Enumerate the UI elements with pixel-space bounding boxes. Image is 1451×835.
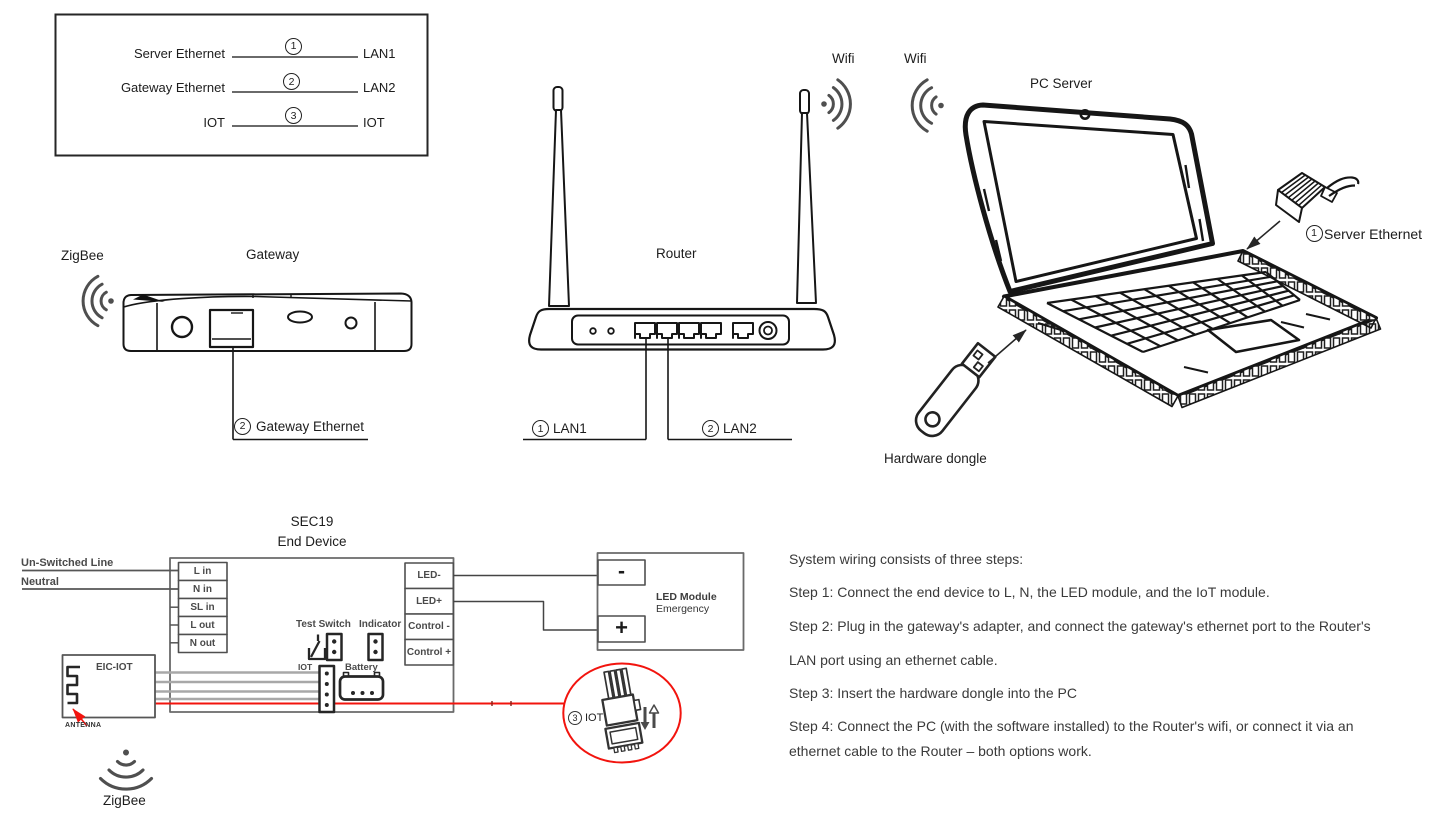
led-module-subtitle: Emergency: [656, 602, 710, 615]
unswitched-line-label: Un-Switched Line: [21, 557, 114, 569]
circled-number: 1: [1306, 225, 1323, 242]
instructions-line: LAN port using an ethernet cable.: [789, 652, 998, 668]
battery-label: Battery: [345, 662, 378, 673]
end-device-name: End Device: [277, 533, 347, 549]
end-device-model: SEC19: [290, 514, 334, 529]
neutral-label: Neutral: [21, 575, 59, 588]
lan1-label: LAN1: [553, 420, 587, 436]
wifi-icon: [912, 80, 944, 131]
iot-connector: [320, 666, 335, 712]
router-antenna-right: [797, 90, 816, 303]
wifi-label: Wifi: [832, 51, 855, 66]
led-module-plus: +: [615, 615, 628, 640]
instructions-line: System wiring consists of three steps:: [789, 551, 1024, 567]
battery-connector: [340, 673, 383, 700]
gateway-device: [124, 294, 412, 440]
instructions-line: Step 1: Connect the end device to L, N, the LED module, and the IoT module.: [789, 584, 1270, 600]
laptop: [965, 105, 1380, 408]
circled-number: 2: [283, 73, 300, 90]
legend-left-label: Server Ethernet: [133, 46, 225, 61]
legend-left-label: Gateway Ethernet: [120, 80, 225, 95]
terminal-led-minus: LED-: [417, 570, 441, 582]
iot-connector-label: IOT: [298, 662, 313, 672]
zigbee-icon: [101, 750, 152, 790]
led-module-title: LED Module: [656, 591, 717, 603]
test-switch-symbol: [309, 635, 325, 660]
ethernet-arrow: [1247, 221, 1280, 249]
terminal-l-in: L in: [193, 566, 212, 577]
terminal-control-minus: Control -: [408, 621, 450, 633]
circled-number: 2: [702, 420, 719, 437]
terminal-n-in: N in: [193, 584, 212, 595]
wifi-label: Wifi: [904, 51, 927, 66]
gateway-title: Gateway: [246, 247, 300, 262]
instructions-line: ethernet cable to the Router – both options work.: [789, 743, 1092, 759]
plug-direction-arrows: [641, 705, 659, 730]
dongle-arrow: [988, 330, 1026, 363]
instructions-line: Step 3: Insert the hardware dongle into the PC: [789, 685, 1077, 701]
terminal-l-out: L out: [190, 620, 215, 631]
zigbee-label: ZigBee: [103, 793, 146, 808]
iot-plug-socket: [596, 667, 647, 753]
terminal-control-plus: Control +: [406, 646, 452, 658]
legend-right-label: LAN1: [363, 46, 396, 61]
circled-number: 3: [285, 107, 302, 124]
router-device: [523, 87, 835, 440]
server-ethernet-label: Server Ethernet: [1324, 226, 1423, 242]
zigbee-icon: [83, 276, 114, 325]
wifi-icon: [821, 80, 850, 128]
pc-server-title: PC Server: [1030, 76, 1093, 91]
terminal-sl-in: SL in: [190, 602, 215, 613]
zigbee-label: ZigBee: [61, 248, 104, 263]
router-antenna-left: [549, 87, 569, 306]
hardware-dongle-icon: [911, 330, 1026, 441]
circled-number: 1: [285, 38, 302, 55]
legend-left-label: IOT: [203, 114, 225, 130]
circled-number: 3: [568, 711, 582, 725]
circled-number: 1: [532, 420, 549, 437]
eic-iot-label: EIC-IOT: [96, 661, 133, 673]
legend-right-label: LAN2: [363, 80, 396, 95]
lan2-label: LAN2: [723, 420, 757, 436]
instructions-line: Step 2: Plug in the gateway's adapter, and connect the gateway's ethernet port to the Router's: [789, 618, 1371, 634]
hardware-dongle-label: Hardware dongle: [884, 451, 987, 466]
router-title: Router: [656, 246, 697, 261]
instructions-line: Step 4: Connect the PC (with the software installed) to the Router's wifi, or connect it via an: [789, 718, 1354, 734]
iot-callout-label: IOT: [585, 712, 604, 724]
led-module-minus: -: [618, 559, 625, 583]
circled-number: 2: [234, 418, 251, 435]
test-switch-connector: [327, 634, 342, 660]
indicator-connector: [369, 634, 383, 660]
indicator-label: Indicator: [359, 619, 402, 630]
gateway-cable-label: Gateway Ethernet: [256, 419, 365, 434]
terminal-led-plus: LED+: [416, 595, 442, 607]
antenna-label: ANTENNA: [65, 721, 102, 729]
laptop-screen: [984, 122, 1197, 282]
legend-right-label: IOT: [363, 114, 385, 130]
iot-wires: [155, 673, 320, 700]
test-switch-label: Test Switch: [296, 619, 351, 630]
terminal-n-out: N out: [189, 638, 216, 649]
